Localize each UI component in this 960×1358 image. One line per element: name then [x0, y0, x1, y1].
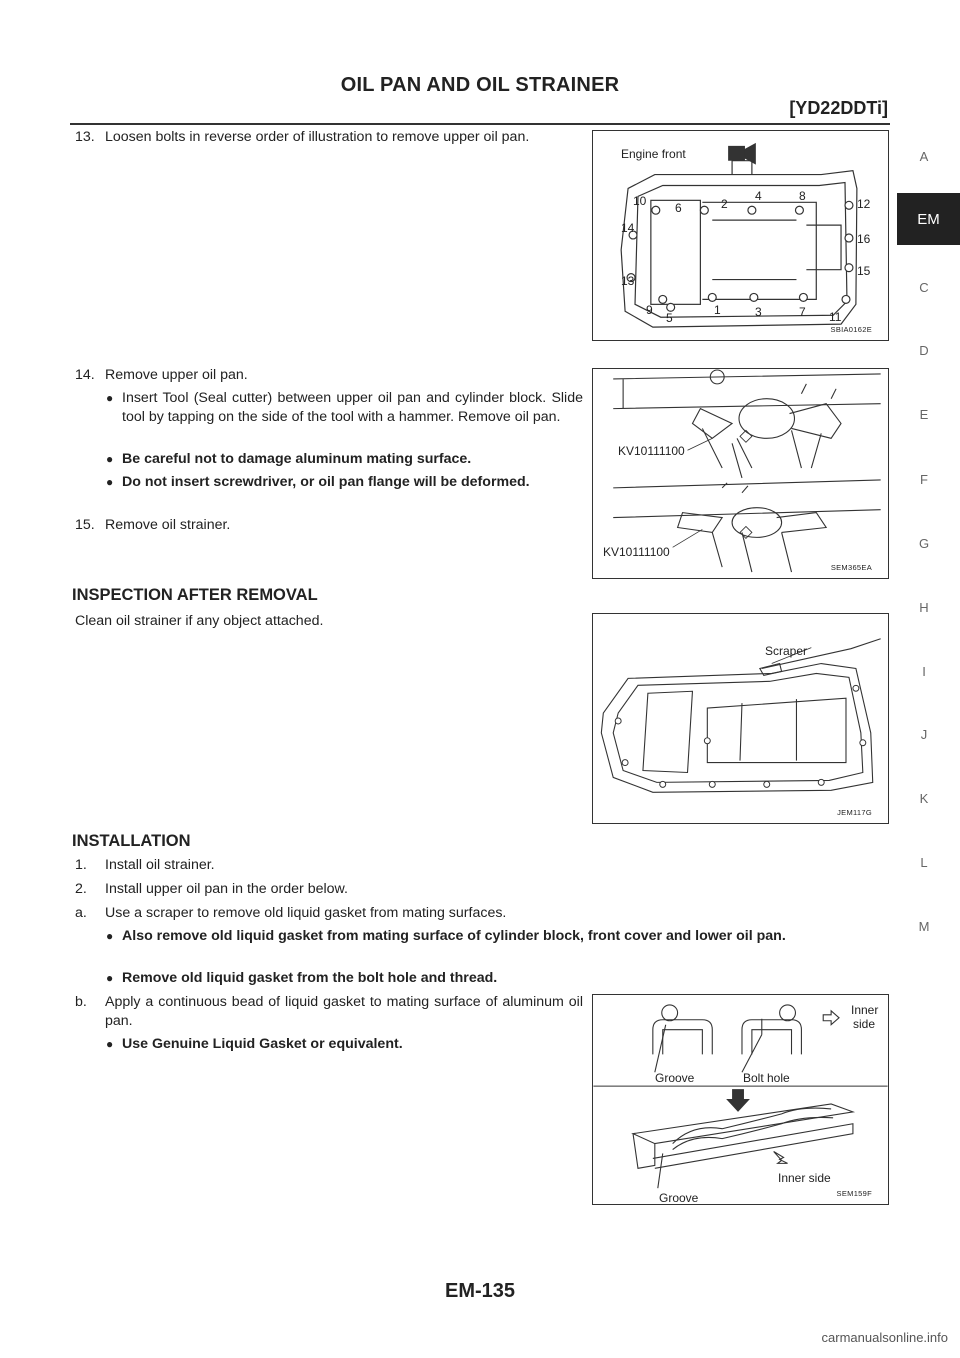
side-index-j[interactable]: J	[920, 727, 928, 742]
figure-code-sem159f: SEM159F	[836, 1189, 872, 1198]
install-step-2-number: 2.	[75, 881, 87, 897]
side-index-k[interactable]: K	[919, 791, 929, 806]
inspection-text: Clean oil strainer if any object attached.	[75, 613, 324, 629]
step-14-bullet-careful: ● Be careful not to damage aluminum mating surface.	[122, 450, 583, 469]
step-14-bullet-tool: ● Insert Tool (Seal cutter) between upper oil pan and cylinder block. Slide tool by tapping on the side of the tool with a hammer. Remove oil pan.	[122, 389, 583, 427]
bolt-number-11: 11	[829, 310, 842, 324]
figure-seal-cutter	[592, 368, 889, 579]
install-step-b-bullet-genuine: ● Use Genuine Liquid Gasket or equivalent.	[122, 1035, 583, 1054]
inner-side-label-line1: Inner	[851, 1003, 879, 1017]
inner-side-label-line2: side	[853, 1017, 876, 1031]
step-15-number: 15.	[75, 517, 95, 533]
engine-code: [YD22DDTi]	[789, 98, 888, 118]
install-step-b-letter: b.	[75, 994, 87, 1010]
side-index-l[interactable]: L	[920, 855, 928, 870]
scraper-illustration	[593, 614, 888, 823]
install-step-2-text: Install upper oil pan in the order below.	[105, 881, 348, 897]
side-index-c[interactable]: C	[919, 280, 929, 295]
groove-label-bottom: Groove	[659, 1191, 699, 1205]
install-step-1-number: 1.	[75, 857, 87, 873]
bolt-number-3: 3	[755, 305, 762, 319]
step-15-text: Remove oil strainer.	[105, 517, 231, 533]
side-index-em[interactable]: EM	[897, 193, 960, 245]
bolt-number-6: 6	[675, 201, 682, 215]
side-index-d[interactable]: D	[919, 343, 929, 358]
heading-inspection: INSPECTION AFTER REMOVAL	[72, 586, 318, 604]
install-step-b-text: Apply a continuous bead of liquid gasket to mating surface of aluminum oil pan.	[105, 994, 583, 1029]
bolt-number-12: 12	[857, 197, 871, 211]
bolt-number-2: 2	[721, 197, 728, 211]
tool-label-top: KV10111100	[618, 444, 685, 458]
bolt-number-8: 8	[799, 189, 806, 203]
page-number: EM-135	[444, 1280, 516, 1302]
heading-installation: INSTALLATION	[72, 832, 191, 850]
groove-label-top: Groove	[655, 1071, 695, 1085]
bolt-number-4: 4	[755, 189, 762, 203]
header-rule	[70, 123, 890, 125]
bolt-number-10: 10	[633, 194, 647, 208]
step-13-text: Loosen bolts in reverse order of illustration to remove upper oil pan.	[105, 129, 530, 145]
bolt-number-1: 1	[714, 303, 721, 317]
figure-code-sem365ea: SEM365EA	[830, 563, 872, 572]
inner-side-label-bottom: Inner side	[778, 1171, 831, 1185]
install-step-a-bullet-bolt-hole: ● Remove old liquid gasket from the bolt hole and thread.	[122, 969, 890, 988]
install-step-a-text: Use a scraper to remove old liquid gasket from mating surfaces.	[105, 905, 507, 921]
install-step-a-bullet-mating: ● Also remove old liquid gasket from mating surface of cylinder block, front cover and lower oil pan.	[122, 927, 890, 946]
bolt-number-5: 5	[666, 311, 673, 325]
side-index-i[interactable]: I	[922, 664, 926, 679]
figure-scraper	[592, 613, 889, 824]
bolt-number-16: 16	[857, 232, 871, 246]
side-index-g[interactable]: G	[918, 536, 930, 551]
step-14-number: 14.	[75, 367, 95, 383]
bolt-number-7: 7	[799, 305, 806, 319]
side-index-h[interactable]: H	[919, 600, 929, 615]
engine-front-label: Engine front	[621, 147, 686, 161]
side-index-e[interactable]: E	[919, 407, 929, 422]
bolt-number-15: 15	[857, 264, 871, 278]
step-13-number: 13.	[75, 129, 95, 145]
figure-bolt-order	[592, 130, 889, 341]
install-step-a-letter: a.	[75, 905, 87, 921]
bolt-number-14: 14	[621, 221, 635, 235]
watermark: carmanualsonline.info	[821, 1330, 948, 1345]
scraper-label: Scraper	[765, 644, 808, 658]
figure-liquid-gasket	[592, 994, 889, 1205]
figure-code-sbia0162e: SBIA0162E	[830, 325, 872, 334]
side-index-m[interactable]: M	[918, 919, 930, 934]
tool-label-bottom: KV10111100	[603, 545, 670, 559]
bolt-hole-label: Bolt hole	[743, 1071, 790, 1085]
figure-code-jem117g: JEM117G	[837, 808, 872, 817]
step-14-text: Remove upper oil pan.	[105, 367, 248, 383]
install-step-1-text: Install oil strainer.	[105, 857, 215, 873]
page-title: OIL PAN AND OIL STRAINER	[340, 74, 620, 96]
side-index-f[interactable]: F	[920, 472, 928, 487]
bolt-number-9: 9	[646, 303, 653, 317]
side-index-a[interactable]: A	[919, 149, 929, 164]
liquid-gasket-illustration	[593, 995, 888, 1204]
bolt-order-illustration	[593, 131, 888, 340]
bolt-number-13: 13	[621, 274, 635, 288]
step-14-bullet-screwdriver: ● Do not insert screwdriver, or oil pan flange will be deformed.	[122, 473, 583, 492]
